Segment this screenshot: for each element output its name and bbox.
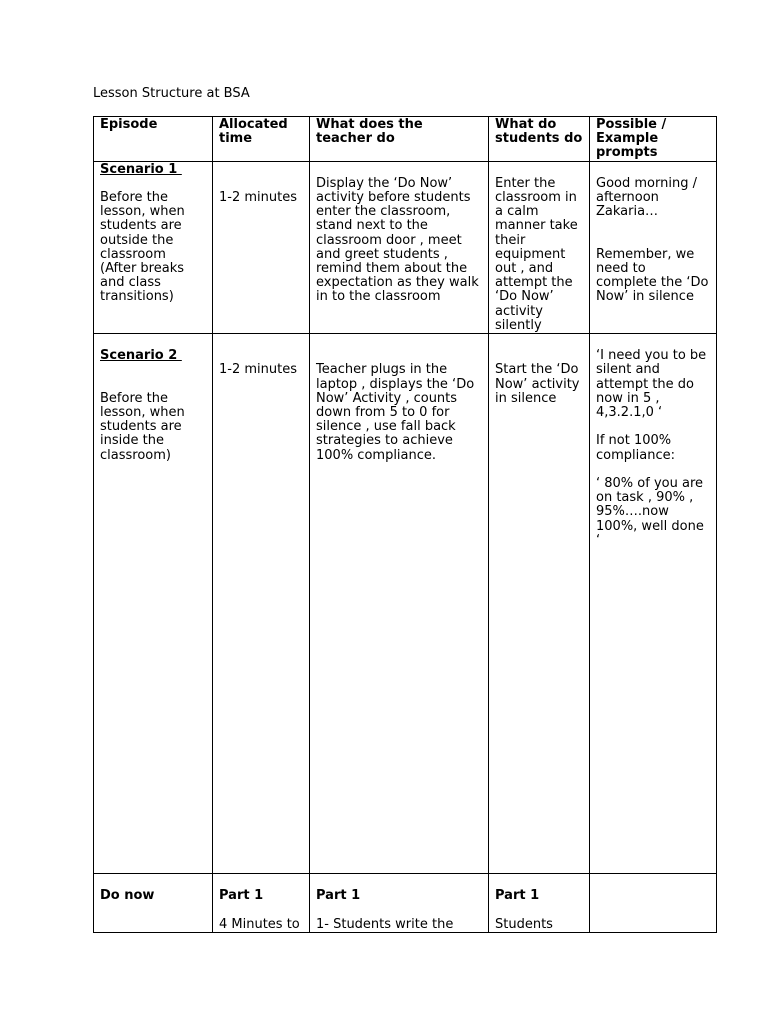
lesson-structure-table xyxy=(93,116,717,933)
cell-text-line: Before the lesson, when students are inside the classroom) xyxy=(100,390,189,463)
cell-text-line: Scenario 1 xyxy=(100,161,182,177)
cell-allocated-time xyxy=(213,334,310,874)
cell-text-line: 1- Students write the xyxy=(316,916,454,932)
cell-text-line xyxy=(316,903,482,917)
cell-text-line xyxy=(596,875,710,889)
cell-teacher-actions xyxy=(310,161,489,333)
cell-text-line: Teacher plugs in the laptop , displays the ‘Do Now’ Activity , counts down from 5 to 0 for silence , use fall back strategies to achieve 100% compliance. xyxy=(316,362,479,463)
table-header-row xyxy=(94,117,717,162)
cell-text-line xyxy=(219,177,303,191)
cell-text-line xyxy=(100,378,206,392)
cell-text-line xyxy=(219,903,303,917)
cell-text-line: 4 Minutes to xyxy=(219,916,300,932)
document-title: Lesson Structure at BSA xyxy=(93,86,250,101)
table-row-scenario-1 xyxy=(94,161,717,333)
cell-text-line: Part 1 xyxy=(219,888,264,904)
cell-text-line xyxy=(316,163,482,177)
cell-text-line xyxy=(495,349,583,363)
cell-text-line xyxy=(596,463,710,477)
cell-text-line xyxy=(100,177,206,191)
cell-text-line xyxy=(219,163,303,177)
header-example-prompts: Possible / Example prompts xyxy=(590,117,717,162)
cell-text-line: Part 1 xyxy=(316,888,361,904)
cell-episode xyxy=(94,161,213,333)
header-student-actions: What do students do xyxy=(489,117,590,162)
cell-episode xyxy=(94,874,213,933)
cell-episode xyxy=(94,334,213,874)
cell-text-line xyxy=(596,234,710,248)
cell-text-line: Scenario 2 xyxy=(100,348,182,364)
cell-student-actions xyxy=(489,334,590,874)
cell-text-line: Enter the classroom in a calm manner take their equipment out , and attempt the ‘Do Now’ activity silently xyxy=(495,175,582,333)
cell-student-actions xyxy=(489,161,590,333)
header-episode: Episode xyxy=(94,117,213,162)
table-row-scenario-2 xyxy=(94,334,717,874)
cell-text-line xyxy=(219,875,303,889)
cell-allocated-time xyxy=(213,161,310,333)
cell-teacher-actions xyxy=(310,874,489,933)
cell-text-line xyxy=(100,363,206,377)
cell-text-line xyxy=(100,875,206,889)
cell-text-line xyxy=(495,903,583,917)
cell-text-line: Before the lesson, when students are outside the classroom (After breaks and class transitions) xyxy=(100,190,189,305)
cell-text-line xyxy=(316,335,482,349)
cell-text-line xyxy=(495,163,583,177)
cell-example-prompts xyxy=(590,334,717,874)
cell-student-actions xyxy=(489,874,590,933)
cell-text-line: 1-2 minutes xyxy=(219,362,297,378)
header-teacher-actions: What does the teacher do xyxy=(310,117,489,162)
cell-example-prompts xyxy=(590,161,717,333)
cell-text-line xyxy=(596,420,710,434)
cell-teacher-actions xyxy=(310,334,489,874)
cell-text-line xyxy=(596,163,710,177)
cell-text-line xyxy=(596,335,710,349)
cell-text-line: Good morning / afternoon Zakaria… xyxy=(596,175,702,220)
cell-text-line: 1-2 minutes xyxy=(219,190,297,206)
cell-text-line: Students xyxy=(495,916,553,932)
cell-text-line xyxy=(316,875,482,889)
cell-text-line xyxy=(495,335,583,349)
cell-text-line: ‘I need you to be silent and attempt the do now in 5 , 4,3.2.1,0 ‘ xyxy=(596,348,711,421)
cell-allocated-time xyxy=(213,874,310,933)
cell-text-line xyxy=(316,349,482,363)
cell-text-line xyxy=(495,875,583,889)
table-row-do-now xyxy=(94,874,717,933)
cell-text-line: Remember, we need to complete the ‘Do Now’ in silence xyxy=(596,246,713,305)
cell-example-prompts xyxy=(590,874,717,933)
cell-text-line: Start the ‘Do Now’ activity in silence xyxy=(495,362,584,406)
cell-text-line: Do now xyxy=(100,888,155,904)
cell-text-line xyxy=(219,349,303,363)
cell-text-line: Display the ‘Do Now’ activity before students enter the classroom, stand next to the classroom door , meet and greet students , remind them about the expectation as they walk in to the classroom xyxy=(316,175,483,305)
cell-text-line: Part 1 xyxy=(495,888,540,904)
cell-text-line xyxy=(219,335,303,349)
cell-text-line xyxy=(100,335,206,349)
cell-text-line: If not 100% compliance: xyxy=(596,433,676,463)
header-allocated-time: Allocated time xyxy=(213,117,310,162)
cell-text-line: ‘ 80% of you are on task , 90% , 95%….now 100%, well done ‘ xyxy=(596,476,708,548)
cell-text-line xyxy=(596,219,710,233)
